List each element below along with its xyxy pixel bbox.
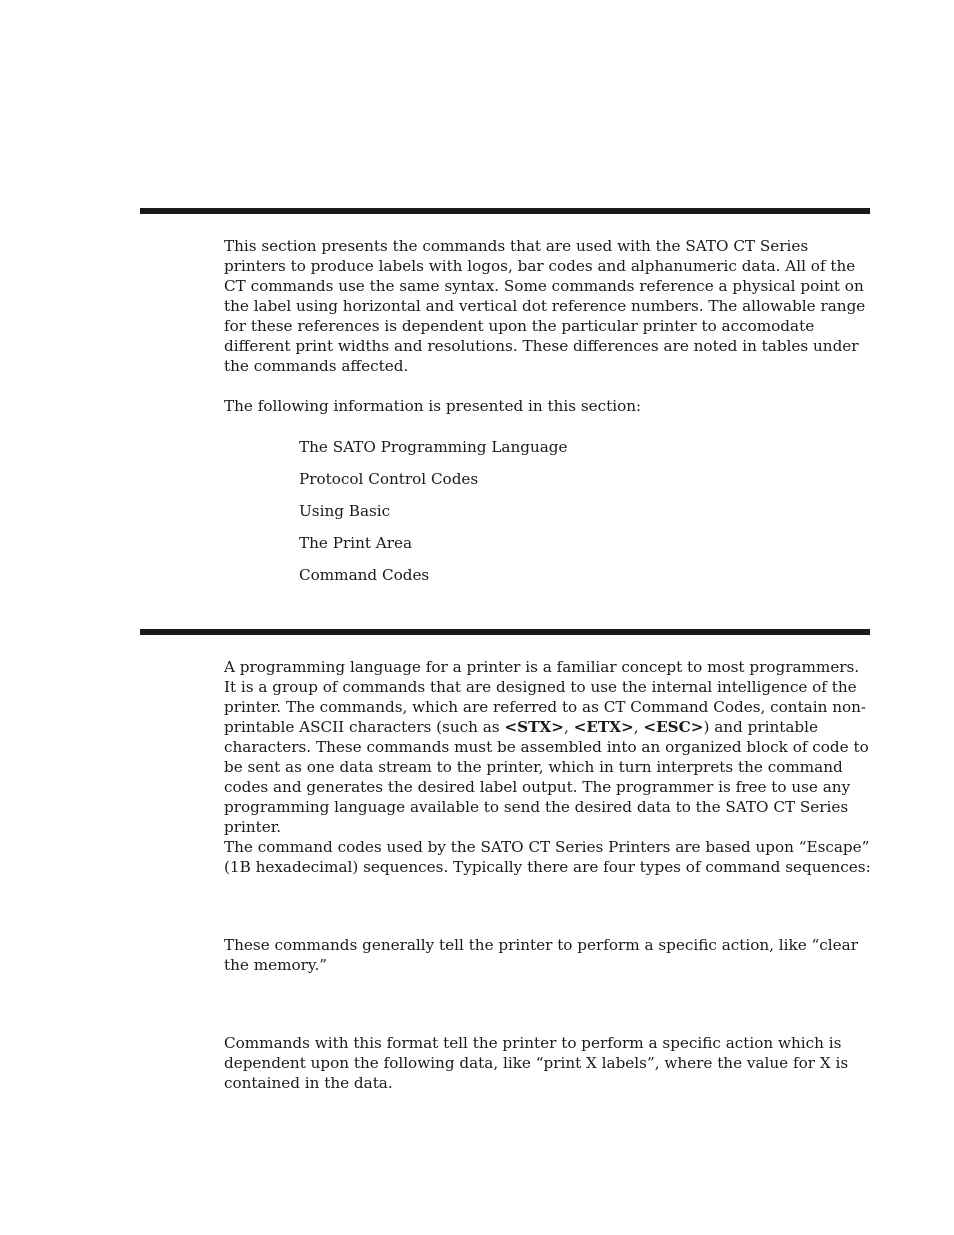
list-item-using-basic: Using Basic bbox=[299, 502, 391, 520]
code-stx: <STX> bbox=[504, 718, 564, 736]
action-commands-paragraph: These commands generally tell the printer to perform a specific action, like “clear the memory.” bbox=[224, 936, 858, 974]
list-item-protocol-control-codes: Protocol Control Codes bbox=[299, 470, 479, 488]
programming-language-paragraph: A programming language for a printer is a familiar concept to most programmers. It is a group of commands that are designed to use the internal intelligence of the printer. The commands, which are referred to as CT Command Codes, contain non-printable ASCII characters (such as <STX>, <ETX>, <ESC>) and printable characters. These commands must be assembled into an organized block of code to be sent as one data stream to the printer, which in turn interprets the command codes and generates the desired label output. The programmer is free to use any programming language available to send the desired data to the SATO CT Series printer. bbox=[224, 658, 869, 836]
list-item-command-codes: Command Codes bbox=[299, 566, 430, 584]
command-codes-paragraph: The command codes used by the SATO CT Series Printers are based upon “Escape” (1B hexadecimal) sequences. Typically there are four types of command sequences: bbox=[224, 838, 871, 876]
intro-paragraph: This section presents the commands that are used with the SATO CT Series printers to produce labels with logos, bar codes and alphanumeric data. All of the CT commands use the same syntax. Some commands reference a physical point on the label using horizontal and vertical dot reference numbers. The allowable range for these references is dependent upon the particular printer to accomodate different print widths and resolutions. These differences are noted in tables under the commands affected. bbox=[224, 237, 866, 375]
section-divider-top bbox=[140, 208, 870, 214]
section-divider-middle bbox=[140, 629, 870, 635]
list-item-print-area: The Print Area bbox=[299, 534, 413, 552]
list-item-programming-language: The SATO Programming Language bbox=[299, 438, 568, 456]
code-etx: <ETX> bbox=[573, 718, 634, 736]
list-intro: The following information is presented in this section: bbox=[224, 397, 642, 415]
data-commands-paragraph: Commands with this format tell the printer to perform a specific action which is dependent upon the following data, like “print X labels”, where the value for X is contained in the data. bbox=[224, 1034, 849, 1092]
code-esc: <ESC> bbox=[643, 718, 704, 736]
